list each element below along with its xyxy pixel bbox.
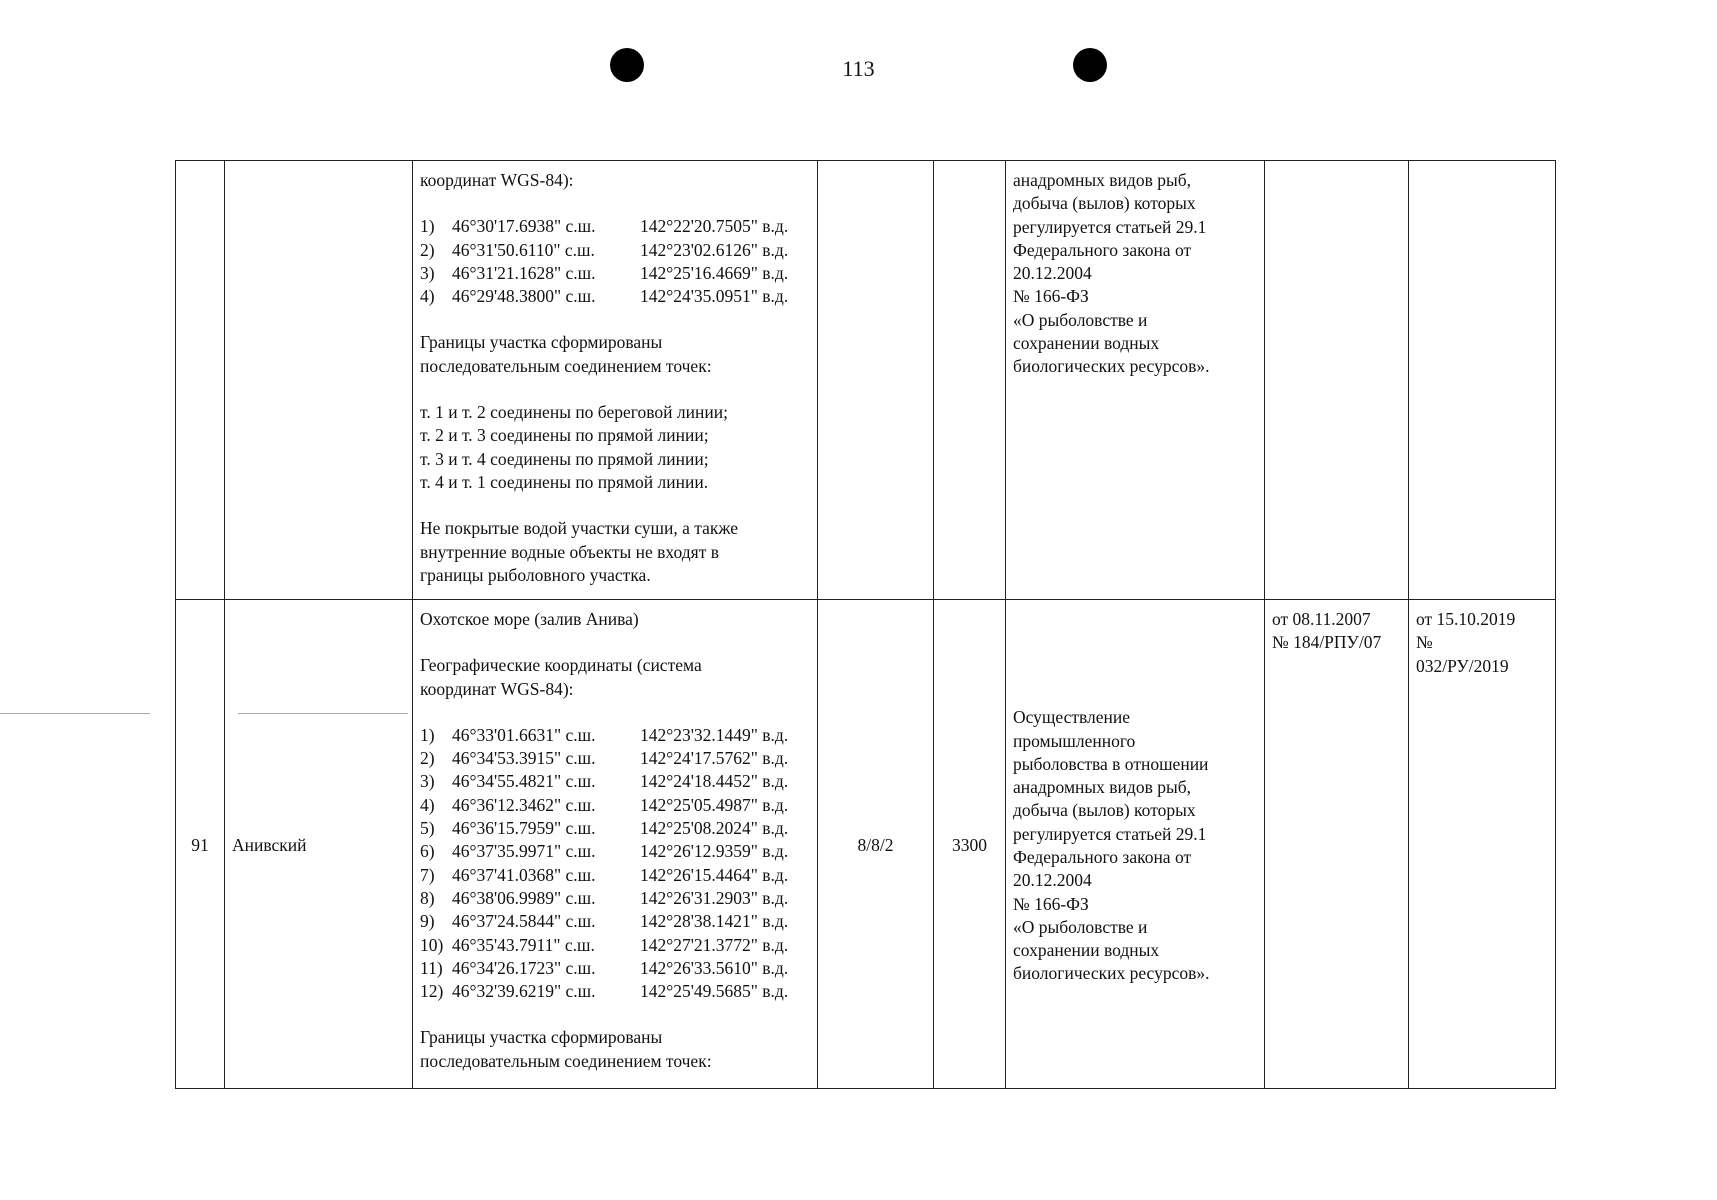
description-cell [413,161,818,600]
contract-cell [1409,161,1556,600]
point-number: 5) [420,818,435,839]
note-line: внутренние водные объекты не входят в [420,541,719,562]
latitude: 46°37'41.0368" с.ш. [452,864,596,885]
text-line: регулируется статьей 29.1 [1013,823,1207,844]
coordinate-row [420,724,810,747]
coordinate-row [420,864,810,887]
description-cell [413,600,818,1089]
connection-line: т. 1 и т. 2 соединены по береговой линии; [420,402,728,423]
point-number: 2) [420,239,435,260]
point-number: 9) [420,911,435,932]
longitude: 142°25'08.2024" в.д. [640,818,789,839]
punch-hole-right [1073,48,1107,82]
latitude: 46°37'24.5844" с.ш. [452,911,596,932]
area-size-cell: 3300 [934,600,1006,1089]
text-line: регулируется статьей 29.1 [1013,216,1207,237]
quota-cell [818,161,934,600]
connection-line: т. 4 и т. 1 соединены по прямой линии. [420,471,709,492]
note-line: границы рыболовного участка. [420,564,651,585]
boundary-intro: Границы участка сформированы [420,332,663,353]
fishing-area-table [175,160,1556,1089]
text-line: добыча (вылов) которых [1013,800,1196,821]
text-line: рыболовства в отношении [1013,753,1209,774]
point-number: 2) [420,748,435,769]
note-line: Не покрытые водой участки суши, а также [420,518,738,539]
text-line: 032/РУ/2019 [1416,655,1509,676]
coordinate-row [420,262,810,285]
latitude: 46°34'55.4821" с.ш. [452,771,596,792]
coordinate-row [420,239,810,262]
point-number: 8) [420,887,435,908]
coordinate-row [420,215,810,238]
point-number: 11) [420,957,443,978]
point-number: 1) [420,724,435,745]
latitude: 46°31'21.1628" с.ш. [452,262,596,283]
longitude: 142°23'32.1449" в.д. [640,724,789,745]
text-line: «О рыболовстве и [1013,309,1148,330]
row-number-cell [176,161,225,600]
longitude: 142°25'49.5685" в.д. [640,981,789,1002]
point-number: 10) [420,934,444,955]
description-header: координат WGS-84): [420,678,574,699]
area-size-cell [934,161,1006,600]
text-line: биологических ресурсов». [1013,963,1210,984]
latitude: 46°31'50.6110" с.ш. [452,239,595,260]
text-line: сохранении водных [1013,333,1160,354]
coordinate-row [420,770,810,793]
longitude: 142°27'21.3772" в.д. [640,934,789,955]
longitude: 142°25'05.4987" в.д. [640,794,789,815]
agreement-cell [1265,161,1409,600]
text-line: № 166-ФЗ [1013,893,1089,914]
coordinate-row [420,747,810,770]
purpose-cell [1006,600,1265,1089]
description-header: координат WGS-84): [420,170,574,190]
latitude: 46°38'06.9989" с.ш. [452,887,596,908]
boundary-intro: последовательным соединением точек: [420,1050,712,1071]
longitude: 142°26'33.5610" в.д. [640,957,789,978]
text-line: анадромных видов рыб, [1013,777,1191,798]
connection-line: т. 2 и т. 3 соединены по прямой линии; [420,425,709,446]
text-line: № [1416,632,1433,653]
text-line: № 184/РПУ/07 [1272,632,1382,653]
scan-artifact-line [0,713,150,714]
table-row [176,600,1556,1089]
longitude: 142°26'31.2903" в.д. [640,887,789,908]
coordinate-row [420,887,810,910]
description-header: Географические координаты (система [420,655,702,676]
latitude: 46°33'01.6631" с.ш. [452,724,596,745]
spacer [420,494,810,517]
contract-cell [1409,600,1556,1089]
table-row [176,161,1556,600]
point-number: 3) [420,262,435,283]
spacer [420,308,810,331]
longitude: 142°23'02.6126" в.д. [640,239,789,260]
latitude: 46°32'39.6219" с.ш. [452,981,596,1002]
text-line: от 08.11.2007 [1272,609,1371,629]
longitude: 142°26'12.9359" в.д. [640,841,789,862]
coordinate-row [420,794,810,817]
point-number: 6) [420,841,435,862]
longitude: 142°26'15.4464" в.д. [640,864,789,885]
longitude: 142°25'16.4669" в.д. [640,262,789,283]
latitude: 46°30'17.6938" с.ш. [452,216,596,237]
description-header: Охотское море (залив Анива) [420,609,639,629]
purpose-cell [1006,161,1265,600]
text-line: «О рыболовстве и [1013,916,1148,937]
latitude: 46°34'53.3915" с.ш. [452,748,596,769]
text-line: добыча (вылов) которых [1013,193,1196,214]
area-name-cell: Анивский [225,600,413,1089]
area-name-cell [225,161,413,600]
spacer [420,378,810,401]
latitude: 46°37'35.9971" с.ш. [452,841,596,862]
coordinate-row [420,817,810,840]
agreement-cell [1265,600,1409,1089]
text-line: Осуществление [1013,707,1131,728]
longitude: 142°22'20.7505" в.д. [640,216,789,237]
scan-artifact-line [238,713,408,714]
text-line: Федерального закона от [1013,239,1192,260]
latitude: 46°35'43.7911" с.ш. [452,934,595,955]
coordinate-row [420,934,810,957]
longitude: 142°24'17.5762" в.д. [640,748,789,769]
coordinate-row [420,980,810,1003]
spacer [420,1003,810,1026]
page-number: 113 [842,56,875,81]
point-number: 1) [420,216,435,237]
coordinate-row [420,285,810,308]
text-line: 20.12.2004 [1013,263,1092,284]
row-number-cell: 91 [176,600,225,1089]
text-line: сохранении водных [1013,940,1160,961]
point-number: 3) [420,771,435,792]
spacer [420,701,810,724]
boundary-intro: последовательным соединением точек: [420,355,712,376]
text-line: от 15.10.2019 [1416,609,1516,629]
spacer [420,192,810,215]
coordinate-row [420,840,810,863]
longitude: 142°24'18.4452" в.д. [640,771,789,792]
coordinate-row [420,957,810,980]
connection-line: т. 3 и т. 4 соединены по прямой линии; [420,448,709,469]
latitude: 46°36'12.3462" с.ш. [452,794,596,815]
boundary-intro: Границы участка сформированы [420,1027,663,1048]
longitude: 142°28'38.1421" в.д. [640,911,789,932]
spacer [420,631,810,654]
point-number: 4) [420,794,435,815]
point-number: 4) [420,286,435,307]
longitude: 142°24'35.0951" в.д. [640,286,789,307]
point-number: 12) [420,981,444,1002]
latitude: 46°29'48.3800" с.ш. [452,286,596,307]
quota-cell: 8/8/2 [818,600,934,1089]
text-line: № 166-ФЗ [1013,286,1089,307]
text-line: анадромных видов рыб, [1013,170,1191,190]
text-line: биологических ресурсов». [1013,356,1210,377]
text-line: промышленного [1013,730,1136,751]
latitude: 46°36'15.7959" с.ш. [452,818,596,839]
point-number: 7) [420,864,435,885]
text-line: 20.12.2004 [1013,870,1092,891]
coordinate-row [420,910,810,933]
text-line: Федерального закона от [1013,847,1192,867]
latitude: 46°34'26.1723" с.ш. [452,957,596,978]
